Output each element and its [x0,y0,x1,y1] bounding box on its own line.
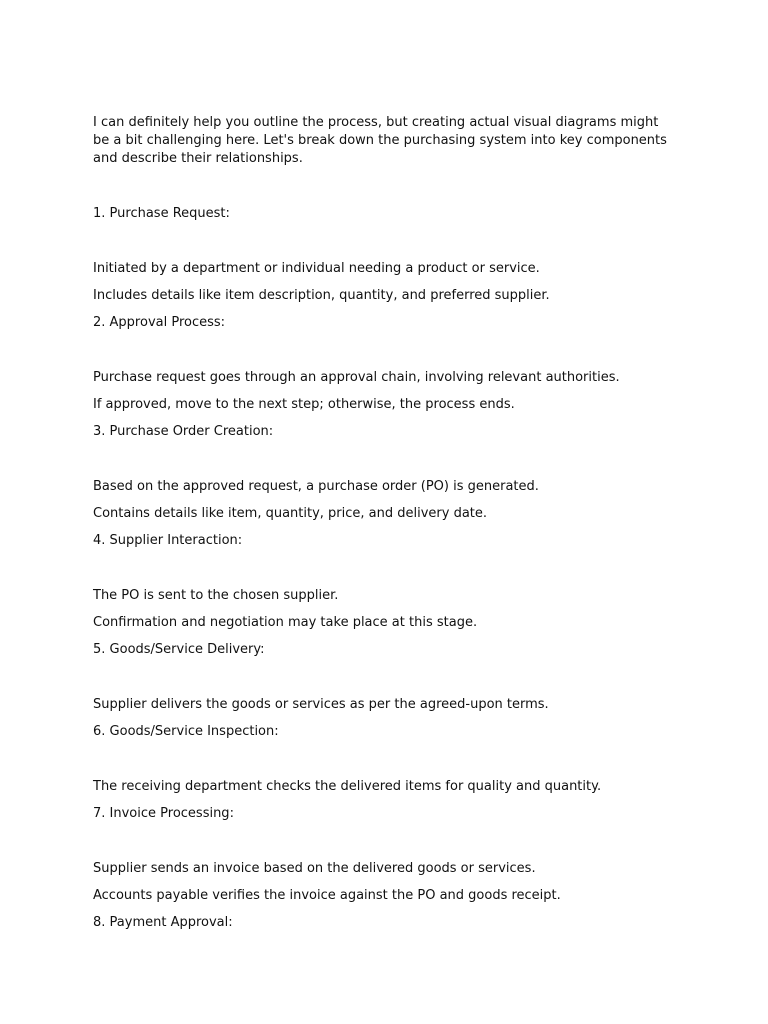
step-heading: 3. Purchase Order Creation: [93,424,274,439]
step-line: The receiving department checks the delivered items for quality and quantity. [93,779,602,794]
step-heading: 4. Supplier Interaction: [93,533,243,548]
step-line: Supplier delivers the goods or services as per the agreed-upon terms. [93,697,549,712]
step-line: Accounts payable verifies the invoice against the PO and goods receipt. [93,888,561,903]
step-heading: 6. Goods/Service Inspection: [93,724,279,739]
step-line: Contains details like item, quantity, price, and delivery date. [93,506,488,521]
step-heading: 2. Approval Process: [93,315,226,330]
step-line: Based on the approved request, a purchase order (PO) is generated. [93,479,539,494]
step-line: The PO is sent to the chosen supplier. [93,588,339,603]
step-line: Includes details like item description, quantity, and preferred supplier. [93,288,550,303]
step-heading: 8. Payment Approval: [93,915,233,930]
step-line: Confirmation and negotiation may take place at this stage. [93,615,478,630]
step-heading: 1. Purchase Request: [93,206,230,221]
document-page [93,114,678,969]
step-heading: 7. Invoice Processing: [93,806,234,821]
step-line: If approved, move to the next step; otherwise, the process ends. [93,397,515,412]
step-heading: 5. Goods/Service Delivery: [93,642,265,657]
step-line: Initiated by a department or individual needing a product or service. [93,261,540,276]
step-line: Supplier sends an invoice based on the delivered goods or services. [93,861,536,876]
intro-paragraph: I can definitely help you outline the process, but creating actual visual diagrams might be a bit challenging here. Let's break down the purchasing system into key components and describe their relationships. [93,115,667,166]
step-line: Purchase request goes through an approval chain, involving relevant authorities. [93,370,620,385]
